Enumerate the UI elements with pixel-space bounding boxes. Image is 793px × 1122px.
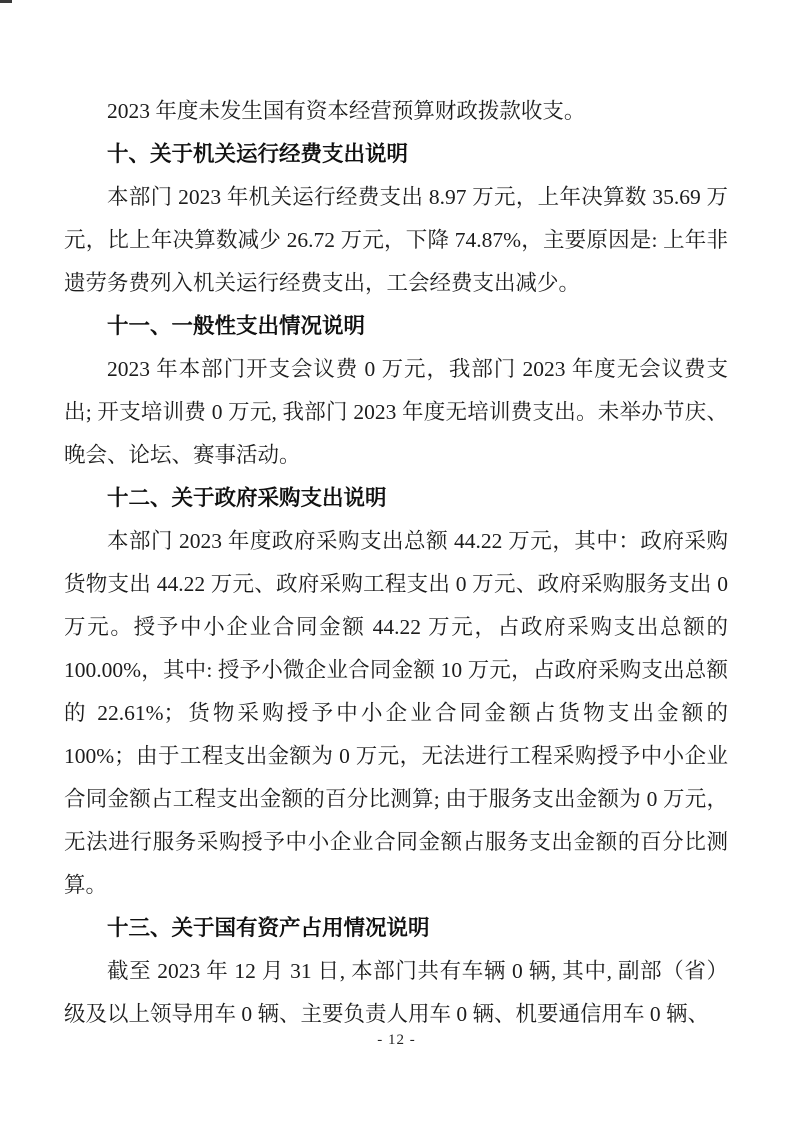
paragraph-agency-operating-costs: 本部门 2023 年机关运行经费支出 8.97 万元，上年决算数 35.69 万元，比上年决算数减少 26.72 万元，下降 74.87%，主要原因是: 上年非遗劳务费列入机关运行经费支出，工会经费支出减少。	[64, 185, 728, 295]
paragraph-general-expenditure: 2023 年本部门开支会议费 0 万元，我部门 2023 年度无会议费支出; 开支培训费 0 万元, 我部门 2023 年度无培训费支出。未举办节庆、晚会、论坛、赛事活动。	[64, 357, 728, 467]
paragraph-government-procurement: 本部门 2023 年度政府采购支出总额 44.22 万元，其中：政府采购货物支出 44.22 万元、政府采购工程支出 0 万元、政府采购服务支出 0 万元。授予中小企业合同金额 44.22 万元，占政府采购支出总额的 100.00%，其中: 授予小微企业合同金额 10 万元，占政府采购支出总额的 22.61%；货物采购授予中小企业合同金额占货物支出金额的 100%；由于工程支出金额为 0 万元，无法进行工程采购授予中小企业合同金额占工程支出金额的百分比测算; 由于服务支出金额为 0 万元，无法进行服务采购授予中小企业合同金额占服务支出金额的百分比测算。	[64, 529, 728, 897]
heading-section-eleven-general-expenditure: 十一、一般性支出情况说明	[107, 314, 366, 339]
heading-section-twelve-government-procurement: 十二、关于政府采购支出说明	[107, 486, 387, 511]
heading-section-thirteen-state-assets: 十三、关于国有资产占用情况说明	[107, 916, 430, 941]
page-number: - 12 -	[377, 1032, 416, 1048]
heading-section-ten-agency-operating-costs: 十、关于机关运行经费支出说明	[107, 142, 409, 167]
paragraph-capital-operations-budget: 2023 年度未发生国有资本经营预算财政拨款收支。	[107, 99, 586, 123]
page-content	[64, 90, 728, 1036]
paragraph-state-assets-vehicles: 截至 2023 年 12 月 31 日, 本部门共有车辆 0 辆, 其中, 副部（省）级及以上领导用车 0 辆、主要负责人用车 0 辆、机要通信用车 0 辆、	[64, 959, 728, 1026]
scan-artifact	[0, 0, 12, 3]
